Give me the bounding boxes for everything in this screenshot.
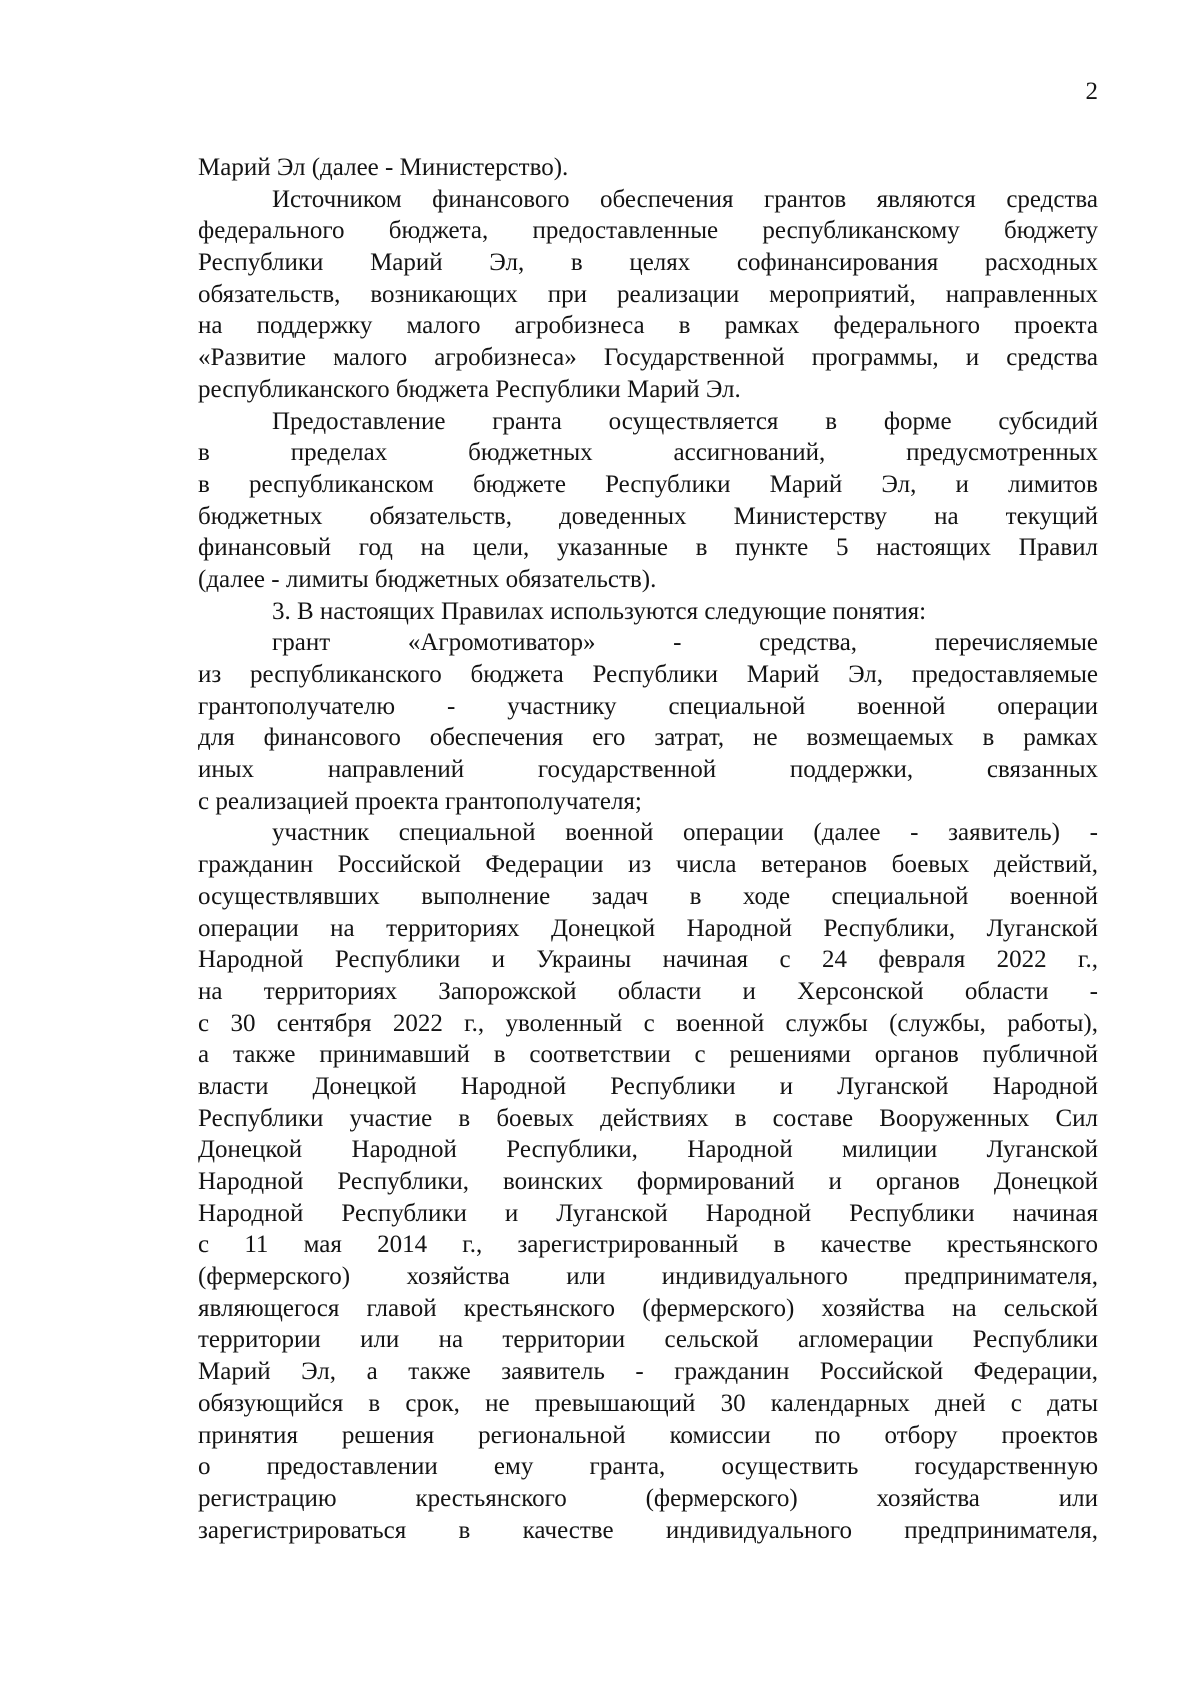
text-line: на территориях Запорожской области и Херсонской области - xyxy=(198,977,1098,1005)
text-line: Республики участие в боевых действиях в составе Вооруженных Сил xyxy=(198,1104,1098,1132)
text-line: финансовый год на цели, указанные в пункте 5 настоящих Правил xyxy=(198,534,1098,562)
text-line: Донецкой Народной Республики, Народной милиции Луганской xyxy=(198,1136,1098,1164)
text-line: обязующийся в срок, не превышающий 30 календарных дней с даты xyxy=(198,1389,1098,1417)
text-line: принятия решения региональной комиссии по отбору проектов xyxy=(198,1421,1098,1449)
text-line: зарегистрироваться в качестве индивидуального предпринимателя, xyxy=(198,1516,1098,1544)
text-line: Республики Марий Эл, в целях софинансирования расходных xyxy=(198,249,1098,277)
text-line: а также принимавший в соответствии с решениями органов публичной xyxy=(198,1041,1098,1069)
text-line: осуществлявших выполнение задач в ходе специальной военной xyxy=(198,882,1098,910)
text-line: о предоставлении ему гранта, осуществить государственную xyxy=(198,1453,1098,1481)
text-line: (фермерского) хозяйства или индивидуального предпринимателя, xyxy=(198,1263,1098,1291)
text-line: Марий Эл, а также заявитель - гражданин Российской Федерации, xyxy=(198,1358,1098,1386)
text-line: грант «Агромотиватор» - средства, перечисляемые xyxy=(272,629,1098,657)
text-line: Народной Республики, воинских формирований и органов Донецкой xyxy=(198,1168,1098,1195)
text-line: иных направлений государственной поддержки, связанных xyxy=(198,756,1098,784)
text-line: с реализацией проекта грантополучателя; xyxy=(198,787,642,815)
text-line: бюджетных обязательств, доведенных Министерству на текущий xyxy=(198,502,1098,530)
text-line: регистрацию крестьянского (фермерского) хозяйства или xyxy=(198,1484,1098,1512)
text-line: федерального бюджета, предоставленные республиканскому бюджету xyxy=(198,217,1098,245)
text-line: Народной Республики и Украины начиная с 24 февраля 2022 г., xyxy=(198,946,1098,974)
text-line: территории или на территории сельской агломерации Республики xyxy=(198,1326,1098,1354)
text-line: власти Донецкой Народной Республики и Луганской Народной xyxy=(198,1072,1098,1100)
text-line: операции на территориях Донецкой Народной Республики, Луганской xyxy=(198,914,1098,942)
text-line: участник специальной военной операции (далее - заявитель) - xyxy=(272,819,1098,847)
text-line: обязательств, возникающих при реализации мероприятий, направленных xyxy=(198,280,1098,308)
text-line: гражданин Российской Федерации из числа ветеранов боевых действий, xyxy=(198,851,1098,879)
text-line: «Развитие малого агробизнеса» Государственной программы, и средства xyxy=(198,344,1098,372)
text-line: Народной Республики и Луганской Народной Республики начиная xyxy=(198,1199,1098,1227)
text-line: грантополучателю - участнику специальной военной операции xyxy=(198,692,1098,720)
text-line: (далее - лимиты бюджетных обязательств). xyxy=(198,565,657,593)
text-line: республиканского бюджета Республики Марий Эл. xyxy=(198,375,741,403)
text-line: 3. В настоящих Правилах используются следующие понятия: xyxy=(272,597,927,625)
text-line: являющегося главой крестьянского (фермерского) хозяйства на сельской xyxy=(198,1294,1098,1322)
text-line: с 30 сентября 2022 г., уволенный с военной службы (службы, работы), xyxy=(198,1009,1098,1037)
text-line: для финансового обеспечения его затрат, не возмещаемых в рамках xyxy=(198,724,1098,752)
text-line: на поддержку малого агробизнеса в рамках федерального проекта xyxy=(198,312,1098,340)
text-line: из республиканского бюджета Республики Марий Эл, предоставляемые xyxy=(198,661,1098,688)
text-line: в республиканском бюджете Республики Марий Эл, и лимитов xyxy=(198,470,1098,498)
document-body xyxy=(198,152,1098,1546)
text-line: в пределах бюджетных ассигнований, предусмотренных xyxy=(198,439,1098,467)
page-number: 2 xyxy=(1085,78,1098,105)
text-line: Источником финансового обеспечения грантов являются средства xyxy=(272,185,1098,213)
text-line: Предоставление гранта осуществляется в форме субсидий xyxy=(272,407,1098,435)
text-line: с 11 мая 2014 г., зарегистрированный в качестве крестьянского xyxy=(198,1231,1098,1259)
text-line: Марий Эл (далее - Министерство). xyxy=(198,154,569,181)
